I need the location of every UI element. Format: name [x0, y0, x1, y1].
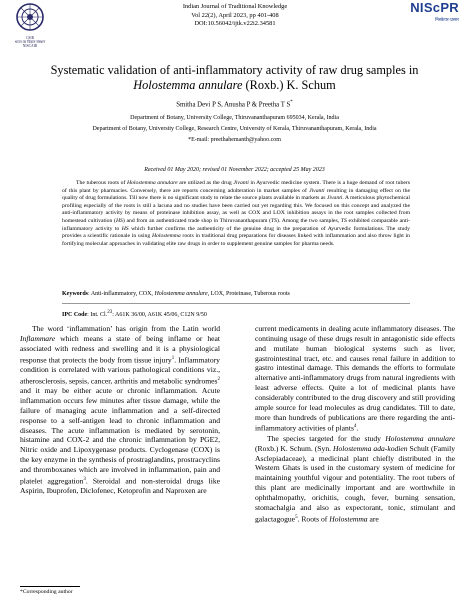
- csir-logo-caption: CSIR भारत का विज्ञान संस्थान NISCAIR: [14, 36, 46, 48]
- footnote-rule: [20, 586, 80, 587]
- authors: Smitha Devi P S, Anusha P & Preetha T S*: [176, 100, 293, 109]
- paper-title: Systematic validation of anti-inflammatory activity of raw drug samples in Holostemma annulare (Roxb.) K. Schum: [50, 63, 419, 92]
- affiliation-2: Department of Botany, University College, Research Centre, University of Kerala, Thiruvananthapuram, Kerala, India: [92, 126, 377, 132]
- body-left-column: [20, 324, 220, 496]
- niscpr-logo-subtitle: निस्केयर-प्रसार: [435, 17, 459, 22]
- journal-name: Indian Journal of Traditional Knowledge: [182, 3, 288, 10]
- ipc-code: IPC Code: Int. Cl.$^{23}$: A61K 36/00, A61K 45/06, C12N 9/50: [62, 310, 207, 318]
- intro-paragraph: The word ‘inflammation’ has origin from the Latin world Inflammare which means a state of being inflame or heat associated with redness and swelling and it is a physiological response that protects the body from tissue injury$^1$. Inflammatory condition is correlated with various pathological conditions viz., atherosclerosis, sepsis, cancer, arthritis and metabolic syndromes$^2$ and it may be either acute or chronic inflammation. Acute inflammation occurs few minutes after tissue damage, while the failure of managing acute inflammation and a self-directed response to a self-antigen lead to chronic inflammation and diseases. The acute inflammation is mediated by serotonin, histamine and COX-2 and the chronic inflammation by PGE2, Nitric oxide and Lipoxygenase products. Cyclogenase (COX) is the key enzyme in the synthesis of prostraglandins, prostracyclins and thromboxanes which are involved in inflammation, pain and platelet aggregation$^3$. Steroidal and non-steroidal drugs like Aspirin, Ibuprofen, Diclofenec, Ketoprofin and Naproxen are: [20, 324, 220, 496]
- body-right-column: [255, 324, 455, 524]
- received-dates: Received 01 May 2020; revised 01 November 2022; accepted 25 May 2023: [144, 167, 325, 173]
- journal-info: [150, 3, 320, 29]
- abstract: The tuberous roots of Holostemma annulare are utilized as the drug Jivanti in Ayurvedic medicine system. There is a huge demand of root tubers of this plant by pharmacies. Conversely, there are reports concerning adulteration in market samples of Jivanti resulting in damaging effect on the quality of drug formulations. Till now there is no significant study to relate the source plants available in markets as Jivanti. A meticulous phytochemical profiling especially of the roots is still a lacuna and no studies have been carried out yet regarding this. We focused on this concept and analyzed the anti-inflammatory activity by means of proteinase inhibition assay, as well as COX and LOX inhibition assays in the root samples collected from homestead cultivation (HS) and from an authenticated trade shop in Thiruvananthapuram (TS). Among the two samples, TS exhibited comparable anti-inflammatory activity to HS which further confirms the authenticity of the genuine drug in the preparation of Ayurvedic formulations. The study provides a scientific rationale in using Holostemma roots in traditional drug preparations for diseases linked with inflammation and also throw light in fortifying molecular approaches in validating elite raw drugs in order to supplement genuine samples for pharma needs.: [62, 180, 411, 247]
- divider: [62, 303, 410, 304]
- corresponding-email: *E-mail: preethahemanth@yahoo.com: [188, 137, 281, 143]
- keywords: Keywords: Anti-inflammatory, COX, Holostemma annulare, LOX, Proteinase, Tuberous roots: [62, 291, 290, 297]
- niscpr-logo: NIScPR: [410, 0, 459, 15]
- right-paragraph-2: The species targeted for the study Holostemma annulare (Roxb.) K. Schum. (Syn. Holostemma ada-kodien Schult (Family Asclepiadaceae), a medicinal plant chiefly distributed in the Western Ghats is used in the customary system of medicine for maintaining youthful vigour and potentiality. The root tubers of this plant are medicinally important and are worthwhile in ophthalmopathy, orichitis, cough, fever, burning sensation, stomachalgia and also as expectorant, tonic, stimulant and galactagogue$^5$. Roots of Holostemma are: [255, 433, 456, 524]
- footnote: *Corresponding author: [20, 589, 73, 595]
- right-paragraph-1: current medicaments in dealing acute inflammatory diseases. The continuing usage of these drugs result in antagonistic side effects and mutilate human biological systems such as liver, gastrointestinal tract, etc. and causes renal failure in addition to gastro intestinal damage. This demands the efforts to formulate alternative anti-inflammatory drugs from natural ingredients with least adverse effects. Quite a lot of medicinal plants have considerably contributed to the drug discovery and still providing ample source for lead molecules as drug candidates. Till to date, more than hundreds of publications are there regarding the anti-inflammatory activities of plants$^4$.: [255, 324, 455, 433]
- journal-volume: Vol 22(2), April 2023, pp 401-408: [191, 11, 279, 19]
- journal-header: [0, 0, 469, 60]
- affiliation-1: Department of Botany, University College, Thiruvananthapuram 695034, Kerala, India: [130, 115, 339, 121]
- journal-doi: DOI:10.56042/ijtk.v22i2.34581: [194, 20, 276, 28]
